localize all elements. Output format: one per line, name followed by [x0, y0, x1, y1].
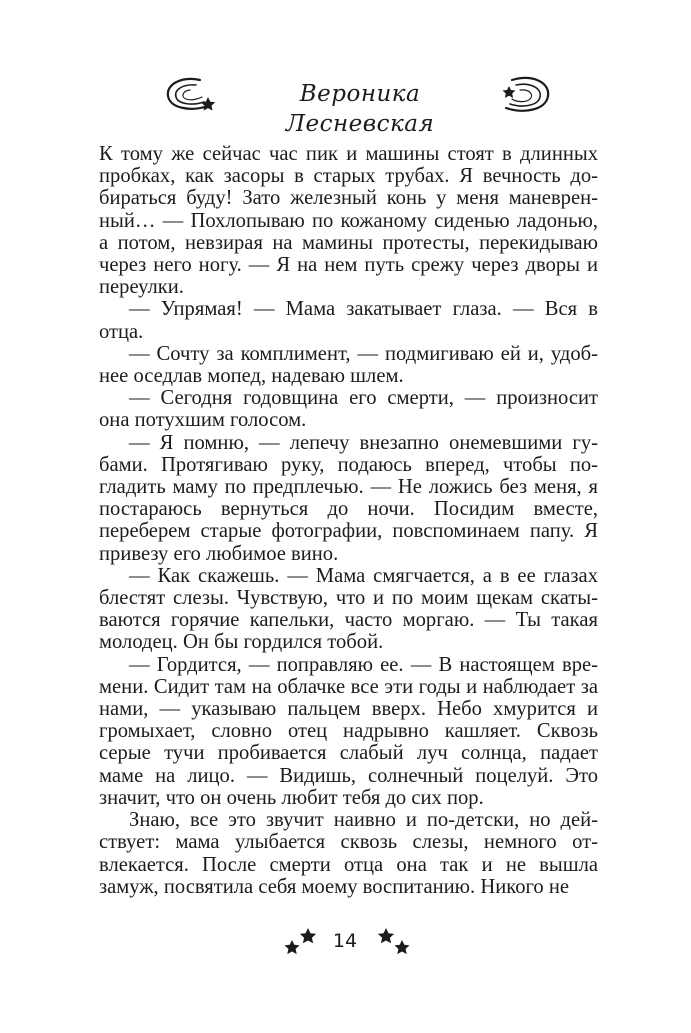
page-number: 14 — [332, 930, 358, 952]
star-icon — [503, 86, 516, 98]
star-cluster-icon — [376, 924, 412, 960]
star-cluster-icon — [284, 924, 320, 960]
page-footer — [270, 924, 420, 964]
paragraph: — Я помню, — лепечу внезапно онемевшими губами. Протягиваю руку, подаюсь вперед, чтобы погладить маму по предплечью. — Не ложись без меня, я постараюсь вернуться до ночи. Посидим вместе, переберем старые фотографии, повспоминаем папу. Я привезу его любимое вино. — [99, 431, 598, 565]
paragraph: — Сегодня годовщина его смерти, — произносит она потухшим голосом. — [99, 387, 598, 432]
running-header — [160, 66, 556, 137]
paragraph: — Как скажешь. — Мама смягчается, а в ее глазах блестят слезы. Чувствую, что и по моим щекам скатываются горячие капельки, часто моргаю. — Ты такая молодец. Он бы гордился тобой. — [99, 564, 598, 654]
paragraph: — Упрямая! — Мама закатывает глаза. — Вся в отца. — [99, 298, 598, 343]
paragraph: — Сочту за комплимент, — подмигиваю ей и, удобнее оседлав мопед, надеваю шлем. — [99, 342, 598, 388]
paragraph: Знаю, все это звучит наивно и по-детски, но действует: мама улыбается сквозь слезы, немного отвлекается. После смерти отца она так и не вышла замуж, посвятила себя моему воспитанию. Никого не — [99, 809, 598, 898]
author-name: Вероника Лесневская — [285, 81, 435, 137]
paragraph: К тому же сейчас час пик и машины стоят в длинных пробках, как засоры в старых трубах. Я вечность добираться буду! Зато железный конь у меня маневренный… — Похлопываю по кожаному сиденью ладонью, а потом, невзирая на мамины протесты, перекидываю через него ногу. — Я на нем путь срежу через дворы и переулки. — [99, 143, 598, 299]
body-text — [99, 143, 598, 898]
paragraph: — Гордится, — поправляю ее. — В настоящем времени. Сидит там на облачке все эти годы и наблюдает за нами, — указываю пальцем вверх. Небо хмурится и громыхает, словно отец надрывно кашляет. Сквозь серые тучи пробивается слабый луч солнца, падает маме на лицо. — Видишь, солнечный поцелуй. Это значит, что он очень любит тебя до сих пор. — [99, 653, 598, 809]
